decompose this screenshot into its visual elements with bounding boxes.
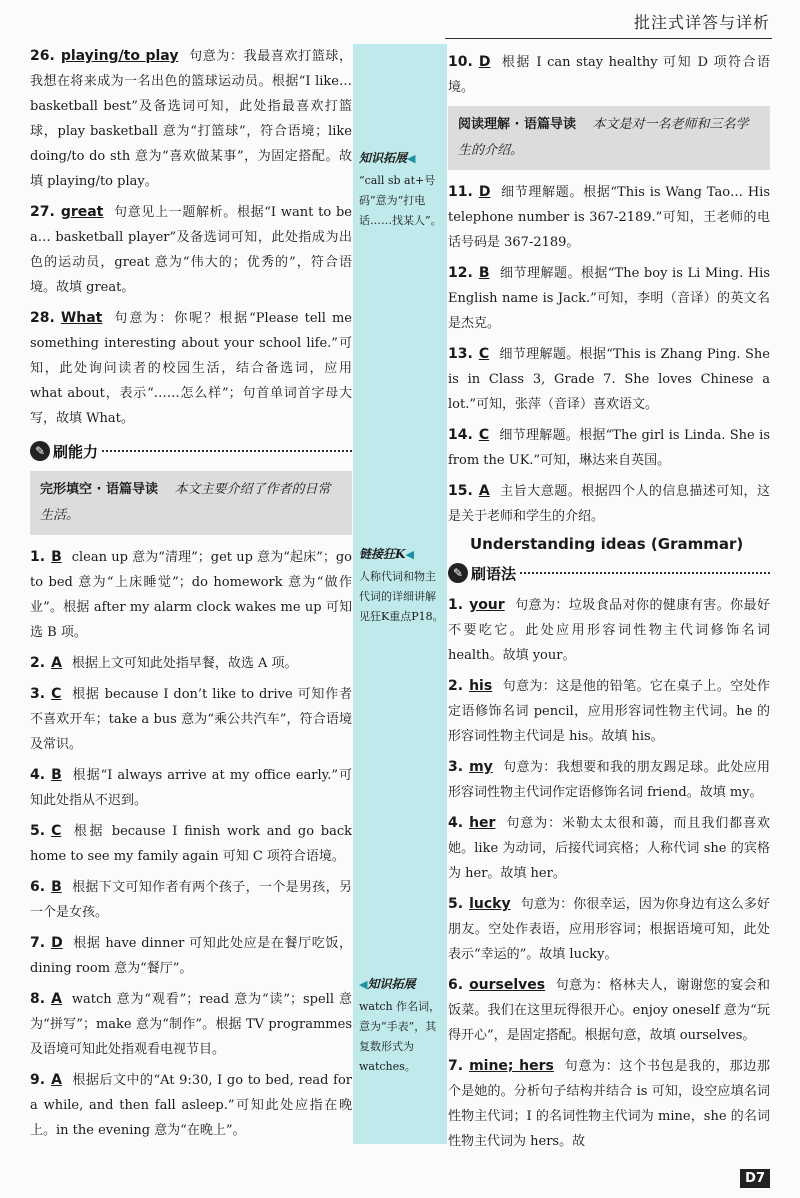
item-answer: her xyxy=(469,815,496,831)
header-rule xyxy=(445,38,772,39)
item-answer: your xyxy=(469,597,505,613)
item-explanation: 细节理解题。根据“The boy is Li Ming. His English name is Jack.”可知，李明（音译）的英文名是杰克。 xyxy=(448,266,770,331)
item-number: 3. xyxy=(448,759,464,775)
dotted-rule xyxy=(102,450,352,452)
item-answer: lucky xyxy=(469,896,511,912)
item-answer: A xyxy=(51,991,62,1007)
answer-item xyxy=(448,1054,770,1154)
answer-item xyxy=(30,306,352,431)
side-note-knowledge-1 xyxy=(359,148,445,231)
guide-box-reading xyxy=(448,106,770,170)
item-answer: A xyxy=(51,1072,62,1088)
item-answer: ourselves xyxy=(469,977,546,993)
answer-item xyxy=(448,423,770,473)
answer-item xyxy=(448,180,770,255)
item-answer: C xyxy=(51,823,62,839)
item-number: 28. xyxy=(30,310,55,326)
item-explanation: 根据 have dinner 可知此处应是在餐厅吃饭，dining room 意为“餐厅”。 xyxy=(30,936,352,976)
item-answer: playing/to play xyxy=(60,48,179,64)
item-number: 2. xyxy=(30,655,46,671)
item-number: 12. xyxy=(448,265,473,281)
left-column xyxy=(30,44,352,1149)
item-answer: mine; hers xyxy=(469,1058,554,1074)
item-explanation: 句意为：我想要和我的朋友踢足球。此处应用形容词性物主代词作定语修饰名词 friend。故填 my。 xyxy=(448,760,770,800)
item-explanation: 根据 I can stay healthy 可知 D 项符合语境。 xyxy=(448,55,770,95)
item-explanation: 根据后文中的“At 9:30, I go to bed, read for a while, and then fall asleep.”可知此处应指在晚上。in the evening 意为“在晚上”。 xyxy=(30,1073,352,1138)
item-answer: B xyxy=(51,767,62,783)
answer-item xyxy=(448,973,770,1048)
grammar-subheading: Understanding ideas (Grammar) xyxy=(470,535,744,553)
answer-item xyxy=(30,200,352,300)
right-column xyxy=(448,50,770,1160)
item-answer: his xyxy=(469,678,493,694)
item-number: 14. xyxy=(448,427,473,443)
item-number: 4. xyxy=(448,815,464,831)
arrow-icon: ◀ xyxy=(359,978,368,991)
item-explanation: clean up 意为“清理”；get up 意为“起床”；go to bed 意为“上床睡觉”；do homework 意为“做作业”。根据 after my alarm clock wakes me up 可知选 B 项。 xyxy=(30,550,352,640)
item-number: 9. xyxy=(30,1072,46,1088)
page-number: D7 xyxy=(740,1169,770,1188)
item-explanation: 根据上文可知此处指早餐，故选 A 项。 xyxy=(71,656,298,671)
side-note-title: 知识拓展 xyxy=(367,977,416,991)
side-note-text: watch 作名词，意为“手表”，其复数形式为watches。 xyxy=(359,1000,441,1073)
item-number: 1. xyxy=(448,597,464,613)
answer-item xyxy=(30,763,352,813)
item-answer: B xyxy=(478,265,490,281)
answer-item xyxy=(448,674,770,749)
arrow-icon: ◀ xyxy=(407,152,416,165)
pen-icon: ✎ xyxy=(30,441,50,461)
item-explanation: 句意为：这个书包是我的，那边那个是她的。分析句子结构并结合 is 可知，设空应填名词性物主代词；I 的名词性物主代词为 mine，she 的名词性物主代词为 hers。故 xyxy=(448,1059,770,1149)
item-number: 6. xyxy=(30,879,46,895)
arrow-icon: ◀ xyxy=(405,548,414,561)
item-explanation: 根据 because I finish work and go back home to see my family again 可知 C 项符合语境。 xyxy=(30,824,352,864)
side-note-knowledge-2 xyxy=(359,974,445,1077)
item-explanation: 句意为：格林夫人，谢谢您的宴会和饭菜。我们在这里玩得很开心。enjoy oneself 意为“玩得开心”，是固定搭配。根据句意，故填 ourselves。 xyxy=(448,978,770,1043)
item-number: 5. xyxy=(30,823,46,839)
header-title: 批注式详答与详析 xyxy=(633,13,770,32)
side-note-link xyxy=(359,544,445,627)
item-number: 10. xyxy=(448,54,473,70)
item-answer: B xyxy=(51,549,62,565)
item-answer: great xyxy=(60,204,104,220)
answer-item xyxy=(448,50,770,100)
item-explanation: 根据 because I don’t like to drive 可知作者不喜欢开车；take a bus 意为“乘公共汽车”，符合语境及常识。 xyxy=(30,687,352,752)
item-explanation: 细节理解题。根据“This is Zhang Ping. She is in Class 3, Grade 7. She loves Chinese a lot.”可知，张萍（音译）喜欢语文。 xyxy=(448,347,770,412)
item-explanation: 句意为：你呢？根据“Please tell me something interesting about your school life.”可知，此处询问读者的校园生活，结合备选词，应用 what about，表示“……怎么样”；句首单词首字母大写，故填 What。 xyxy=(30,311,352,426)
item-answer: C xyxy=(478,427,490,443)
section-header-grammar xyxy=(448,559,770,587)
guide-box-title: 完形填空 · 语篇导读 xyxy=(40,482,158,497)
section-label: 刷语法 xyxy=(471,564,517,583)
item-answer: D xyxy=(51,935,63,951)
item-answer: C xyxy=(51,686,62,702)
guide-box-text: 本文主要介绍了作者的日常生活。 xyxy=(40,482,331,523)
answer-item xyxy=(30,875,352,925)
pen-icon: ✎ xyxy=(448,563,468,583)
guide-box xyxy=(30,471,352,535)
item-answer: A xyxy=(478,483,490,499)
item-explanation: 细节理解题。根据“The girl is Linda. She is from the UK.”可知，琳达来自英国。 xyxy=(448,428,770,468)
item-explanation: watch 意为“观看”；read 意为“读”；spell 意为“拼写”；make 意为“制作”。根据 TV programmes 及语境可知此处指观看电视节目。 xyxy=(30,992,352,1057)
answer-item xyxy=(30,44,352,194)
section-header-ability xyxy=(30,437,352,465)
section-label: 刷能力 xyxy=(53,442,99,461)
item-explanation: 句意见上一题解析。根据“I want to be a… basketball player”及备选词可知，此处指成为出色的运动员，great 意为“伟大的；优秀的”，符合语境。故填 great。 xyxy=(30,205,352,295)
answer-item xyxy=(448,261,770,336)
item-answer: A xyxy=(51,655,62,671)
item-answer: D xyxy=(478,184,491,200)
item-number: 15. xyxy=(448,483,473,499)
answer-item xyxy=(30,819,352,869)
side-note-title: 知识拓展 xyxy=(359,151,408,165)
item-number: 1. xyxy=(30,549,46,565)
side-notes-strip xyxy=(353,44,447,1144)
guide-box-title: 阅读理解 · 语篇导读 xyxy=(458,117,576,132)
item-explanation: 句意为：你很幸运，因为你身边有这么多好朋友。空处作表语，应用形容词；根据语境可知，此处表示“幸运的”。故填 lucky。 xyxy=(448,897,770,962)
answer-item xyxy=(30,931,352,981)
answer-item xyxy=(30,682,352,757)
item-explanation: 句意为：这是他的铅笔。它在桌子上。空处作定语修饰名词 pencil，应用形容词性物主代词。he 的形容词性物主代词是 his。故填 his。 xyxy=(448,679,770,744)
side-note-text: “call sb at+号码”意为“打电话……找某人”。 xyxy=(359,174,442,227)
item-answer: D xyxy=(478,54,491,70)
item-explanation: 句意为：我最喜欢打篮球，我想在将来成为一名出色的篮球运动员。根据“I like… basketball best”及备选词可知，此处指最喜欢打篮球，play basketball 意为“打篮球”，符合语境；like doing/to do sth 意为“喜欢做某事”，为固定搭配。故填 playing/to play。 xyxy=(30,49,352,189)
item-number: 27. xyxy=(30,204,55,220)
answer-item xyxy=(448,342,770,417)
answer-item xyxy=(30,1068,352,1143)
answer-item xyxy=(448,892,770,967)
item-answer: B xyxy=(51,879,62,895)
item-number: 2. xyxy=(448,678,464,694)
answer-item xyxy=(448,479,770,529)
item-number: 5. xyxy=(448,896,464,912)
item-number: 26. xyxy=(30,48,55,64)
item-answer: my xyxy=(469,759,493,775)
answer-item xyxy=(448,593,770,668)
answer-item xyxy=(30,545,352,645)
item-answer: What xyxy=(60,310,103,326)
item-explanation: 根据下文可知作者有两个孩子，一个是男孩，另一个是女孩。 xyxy=(30,880,352,920)
side-note-title: 链接狂K xyxy=(359,547,406,561)
item-number: 7. xyxy=(30,935,46,951)
answer-item xyxy=(30,987,352,1062)
answer-item xyxy=(30,651,352,676)
dotted-rule xyxy=(520,572,770,574)
section-badge xyxy=(30,441,98,462)
item-explanation: 根据“I always arrive at my office early.”可知此处指从不迟到。 xyxy=(30,768,352,808)
item-answer: C xyxy=(478,346,490,362)
guide-box-text: 本文是对一名老师和三名学生的介绍。 xyxy=(458,117,749,158)
item-explanation: 主旨大意题。根据四个人的信息描述可知，这是关于老师和学生的介绍。 xyxy=(448,484,770,524)
item-number: 13. xyxy=(448,346,473,362)
item-number: 3. xyxy=(30,686,46,702)
side-note-text: 人称代词和物主代词的详细讲解见狂K重点P18。 xyxy=(359,570,444,623)
answer-item xyxy=(448,811,770,886)
item-number: 11. xyxy=(448,184,473,200)
item-number: 6. xyxy=(448,977,464,993)
item-number: 7. xyxy=(448,1058,464,1074)
item-number: 8. xyxy=(30,991,46,1007)
section-badge xyxy=(448,563,516,584)
item-explanation: 句意为：米勒太太很和蔼，而且我们都喜欢她。like 为动词，后接代词宾格；人称代词 she 的宾格为 her。故填 her。 xyxy=(448,816,770,881)
item-number: 4. xyxy=(30,767,46,783)
answer-item xyxy=(448,755,770,805)
item-explanation: 细节理解题。根据“This is Wang Tao… His telephone number is 367-2189.”可知，王老师的电话号码是 367-2189。 xyxy=(448,185,770,250)
item-explanation: 句意为：垃圾食品对你的健康有害。你最好不要吃它。此处应用形容词性物主代词修饰名词 health。故填 your。 xyxy=(448,598,770,663)
